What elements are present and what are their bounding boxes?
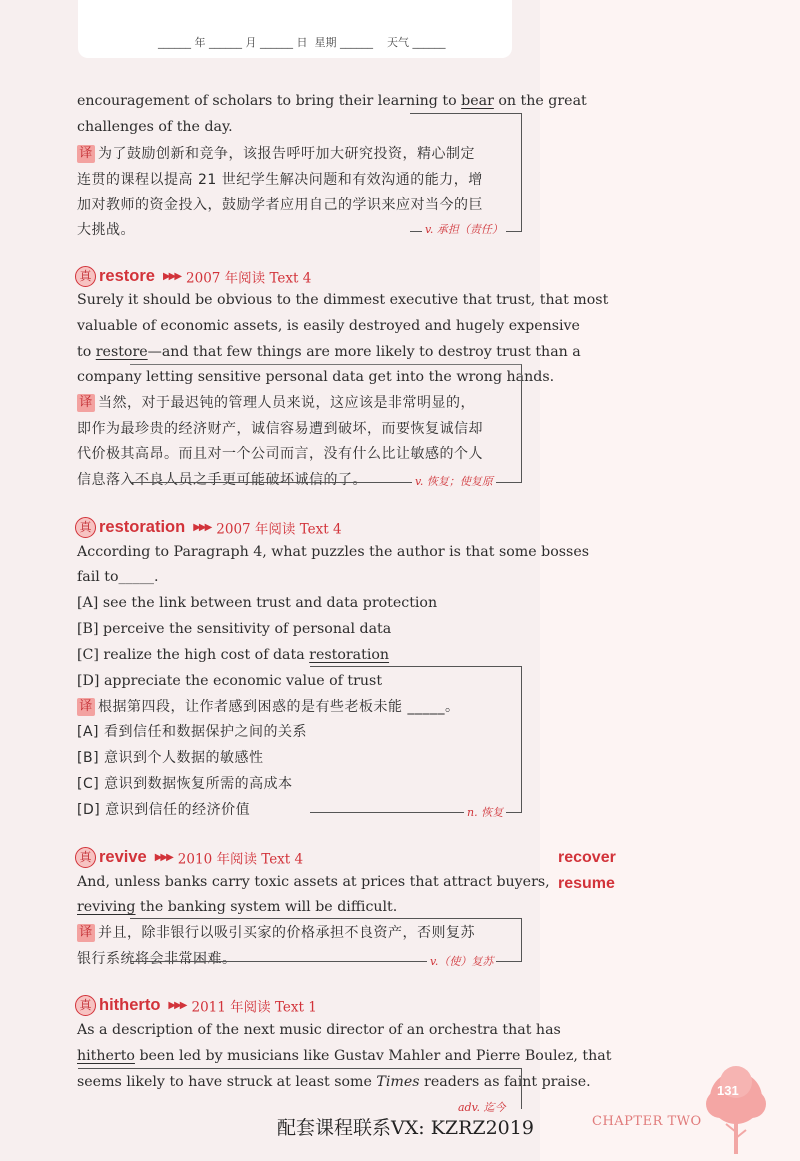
arrow-icon: ▶▶▶ — [168, 1000, 186, 1011]
hitherto-en-line-2: hitherto been led by musicians like Gustav Mahler and Pierre Boulez, that — [77, 1048, 612, 1064]
revive-gloss: v.（使）复苏 — [427, 953, 496, 969]
entry-restore-heading — [75, 266, 311, 287]
restore-en-line-3: to restore—and that few things are more likely to destroy trust than a — [77, 344, 581, 360]
restore-gloss: v. 恢复；使复原 — [412, 473, 496, 489]
bear-en-line-1: encouragement of scholars to bring their learning to bear on the great — [77, 93, 587, 109]
synonym-resume: resume — [558, 875, 615, 892]
source-label: 2007 年阅读 Text 4 — [186, 270, 312, 287]
translation-icon: 译 — [77, 145, 95, 163]
restoration-zh-option-a: [A] 看到信任和数据保护之间的关系 — [77, 724, 307, 740]
restoration-question-line-2: fail to_____. — [77, 569, 159, 585]
arrow-icon: ▶▶▶ — [154, 852, 172, 863]
source-label: 2010 年阅读 Text 4 — [177, 851, 304, 868]
keyword-hitherto: hitherto — [77, 1048, 135, 1064]
watermark-text: 配套课程联系VX: KZRZ2019 — [277, 1117, 534, 1139]
restoration-zh-question: 译 根据第四段，让作者感到困惑的是有些老板未能 _____。 — [77, 694, 459, 720]
restore-zh-line-3: 代价极其高昂。而且对一个公司而言，没有什么比让敏感的个人 — [77, 446, 483, 462]
restore-zh-line-1: 译 当然，对于最迟钝的管理人员来说，这应该是非常明显的， — [77, 390, 475, 416]
zhen-badge-icon: 真 — [75, 266, 96, 287]
zhen-badge-icon: 真 — [75, 517, 96, 538]
bear-zh-line-4: 大挑战。 — [77, 222, 135, 238]
restore-en-line-2: valuable of economic assets, is easily destroyed and hugely expensive — [77, 318, 580, 334]
zhen-badge-icon: 真 — [75, 847, 96, 868]
headword-restore: restore — [99, 267, 155, 285]
restoration-option-d: [D] appreciate the economic value of trust — [77, 673, 383, 689]
entry-hitherto-heading — [75, 995, 317, 1016]
restoration-option-c: [C] realize the high cost of data restoration — [77, 647, 390, 663]
zhen-badge-icon: 真 — [75, 995, 96, 1016]
translation-icon: 译 — [77, 698, 95, 716]
restoration-gloss: n. 恢复 — [464, 804, 506, 820]
keyword-reviving: reviving — [77, 899, 136, 915]
restore-bracket — [130, 364, 522, 483]
keyword-restoration: restoration — [309, 647, 390, 663]
restoration-bracket — [310, 666, 522, 813]
headword-revive: revive — [99, 848, 147, 866]
restoration-zh-option-d: [D] 意识到信任的经济价值 — [77, 802, 251, 818]
restore-en-line-1: Surely it should be obvious to the dimmest executive that trust, that most — [77, 292, 609, 308]
restoration-option-b: [B] perceive the sensitivity of personal data — [77, 621, 392, 637]
date-line: ______ 年 ______ 月 ______ 日 星期 ______ 天气 ______ — [158, 36, 446, 49]
synonym-recover: recover — [558, 849, 616, 866]
hitherto-gloss: adv. 迄今 — [455, 1099, 509, 1115]
bear-bracket — [410, 113, 522, 232]
restoration-option-a: [A] see the link between trust and data protection — [77, 595, 438, 611]
keyword-restore: restore — [95, 344, 148, 360]
tree-page-badge-icon — [696, 1062, 776, 1156]
entry-revive-heading — [75, 847, 303, 868]
headword-hitherto: hitherto — [99, 996, 161, 1014]
restoration-question-line-1: According to Paragraph 4, what puzzles the author is that some bosses — [77, 544, 590, 560]
hitherto-en-line-1: As a description of the next music director of an orchestra that has — [77, 1022, 561, 1038]
revive-en-line-1: And, unless banks carry toxic assets at prices that attract buyers, — [77, 874, 550, 890]
source-label: 2007 年阅读 Text 4 — [216, 521, 342, 538]
headword-restoration: restoration — [99, 518, 186, 536]
translation-icon: 译 — [77, 394, 95, 412]
source-label: 2011 年阅读 Text 1 — [191, 999, 317, 1016]
revive-zh-line-1: 译 并且，除非银行以吸引买家的价格承担不良资产，否则复苏 — [77, 920, 475, 946]
revive-en-line-2: reviving the banking system will be difficult. — [77, 899, 398, 915]
page-number: 131 — [717, 1083, 739, 1098]
restoration-zh-option-c: [C] 意识到数据恢复所需的高成本 — [77, 776, 293, 792]
restoration-zh-option-b: [B] 意识到个人数据的敏感性 — [77, 750, 264, 766]
revive-zh-line-2: 银行系统将会非常困难。 — [77, 951, 237, 967]
bear-zh-line-2: 连贯的课程以提高 21 世纪学生解决问题和有效沟通的能力，增 — [77, 172, 483, 188]
bear-en-line-2: challenges of the day. — [77, 119, 233, 135]
keyword-bear: bear — [461, 93, 494, 109]
restore-zh-line-4: 信息落入不良人员之手更可能破坏诚信的了。 — [77, 472, 367, 488]
arrow-icon: ▶▶▶ — [193, 522, 211, 533]
restore-en-line-4: company letting sensitive personal data get into the wrong hands. — [77, 369, 555, 385]
arrow-icon: ▶▶▶ — [162, 271, 181, 282]
entry-restoration-heading — [75, 517, 342, 538]
bear-zh-line-1: 译 为了鼓励创新和竞争，该报告呼吁加大研究投资，精心制定 — [77, 141, 475, 167]
bear-gloss: v. 承担（责任） — [422, 221, 506, 237]
hitherto-en-line-3: seems likely to have struck at least some Times readers as faint praise. — [77, 1074, 591, 1090]
bear-zh-line-3: 加对教师的资金投入，鼓励学者应用自己的学识来应对当今的巨 — [77, 197, 483, 213]
translation-icon: 译 — [77, 924, 95, 942]
restore-zh-line-2: 即作为最珍贵的经济财产，诚信容易遭到破坏，而要恢复诚信却 — [77, 421, 483, 437]
side-column — [540, 0, 800, 1161]
chapter-label: CHAPTER TWO — [592, 1114, 702, 1129]
